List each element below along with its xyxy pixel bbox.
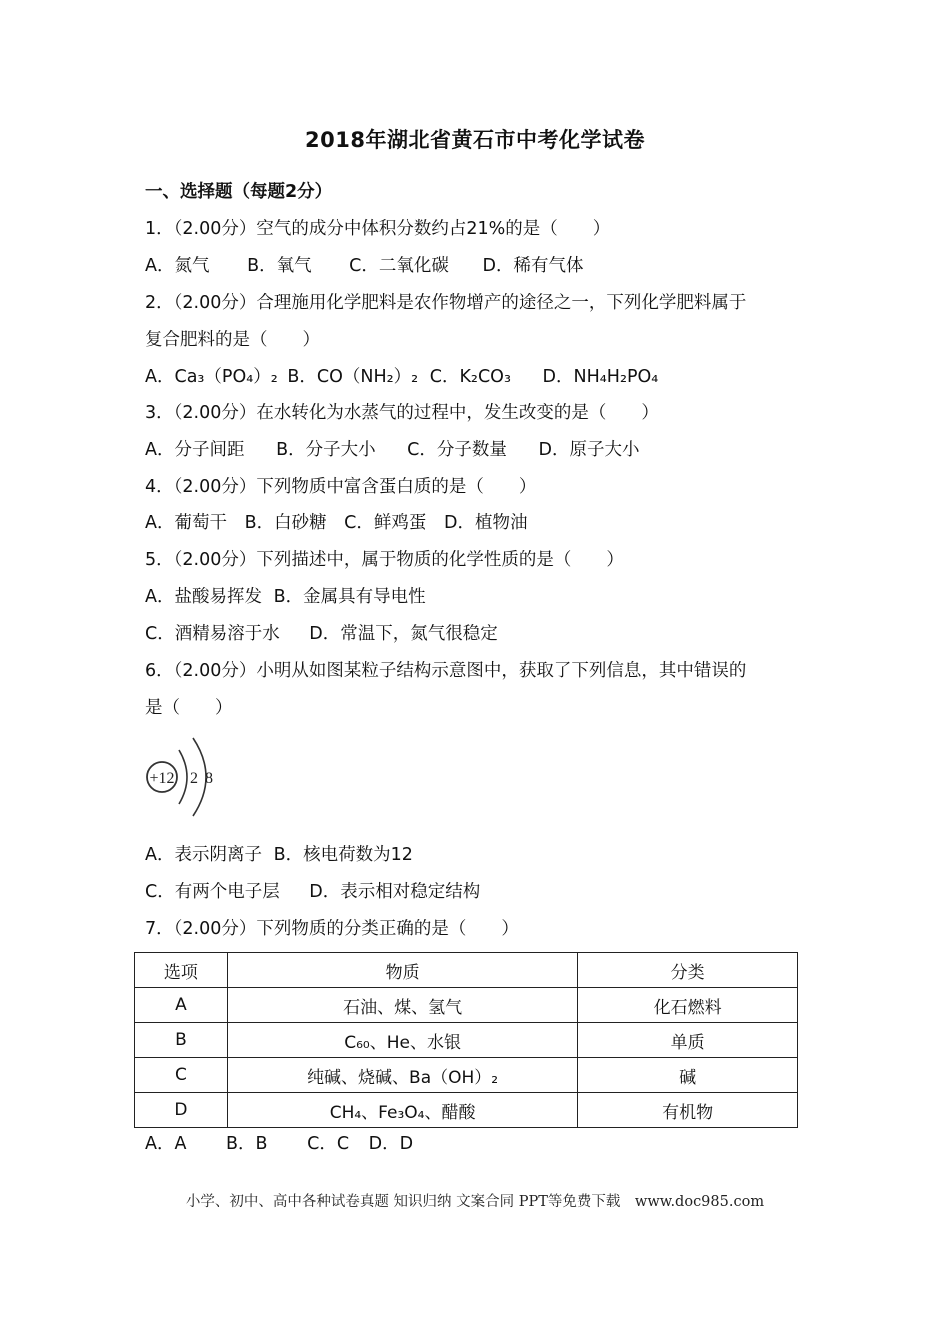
- q5-option-c: C．酒精易溶于水: [145, 624, 280, 644]
- table-cell: 纯碱、烧碱、Ba（OH）₂: [227, 1058, 577, 1093]
- q6-option-b: B．核电荷数为12: [273, 845, 413, 865]
- q5-option-d: D．常温下，氮气很稳定: [309, 624, 498, 644]
- question-4-stem: 4．（2.00分）下列物质中富含蛋白质的是（ ）: [145, 477, 537, 497]
- q1-option-b: B．氧气: [247, 256, 312, 276]
- question-3-stem: 3．（2.00分）在水转化为水蒸气的过程中，发生改变的是（ ）: [145, 403, 659, 423]
- table-cell: 石油、煤、氢气: [227, 988, 577, 1023]
- table-row: [135, 1093, 798, 1128]
- section-heading: 一、选择题（每题2分）: [145, 182, 333, 202]
- question-5-stem: 5．（2.00分）下列描述中，属于物质的化学性质的是（ ）: [145, 550, 624, 570]
- q3-option-c: C．分子数量: [407, 440, 507, 460]
- q7-option-c: C．C: [307, 1134, 350, 1154]
- question-4-options: [145, 511, 527, 535]
- question-6-options-line1: [145, 843, 413, 867]
- q2-option-b: B．CO（NH₂）₂: [287, 367, 419, 387]
- q7-option-b: B．B: [226, 1134, 268, 1154]
- q3-option-b: B．分子大小: [276, 440, 376, 460]
- q7-option-a: A．A: [145, 1134, 187, 1154]
- question-7-stem: 7．（2.00分）下列物质的分类正确的是（ ）: [145, 919, 519, 939]
- table-row: [135, 988, 798, 1023]
- q3-option-a: A．分子间距: [145, 440, 245, 460]
- question-6-stem-line1: 6．（2.00分）小明从如图某粒子结构示意图中，获取了下列信息，其中错误的: [145, 661, 747, 681]
- q3-option-d: D．原子大小: [538, 440, 640, 460]
- atom-structure-diagram: [143, 736, 233, 820]
- table-header-row: [135, 953, 798, 988]
- q4-option-d: D．植物油: [443, 513, 528, 533]
- table-cell: B: [135, 1023, 228, 1058]
- classification-table: [134, 952, 798, 1128]
- question-2-options: [145, 365, 658, 389]
- question-5-options-line1: [145, 585, 426, 609]
- question-2-stem-line1: 2．（2.00分）合理施用化学肥料是农作物增产的途径之一，下列化学肥料属于: [145, 293, 747, 313]
- q5-option-b: B．金属具有导电性: [273, 587, 426, 607]
- q2-option-d: D．NH₄H₂PO₄: [542, 367, 659, 387]
- q1-option-c: C．二氧化碳: [349, 256, 449, 276]
- q6-option-d: D．表示相对稳定结构: [309, 882, 481, 902]
- table-header-option: 选项: [135, 953, 228, 988]
- table-cell: C₆₀、He、水银: [227, 1023, 577, 1058]
- table-cell: CH₄、Fe₃O₄、醋酸: [227, 1093, 577, 1128]
- shell-2-electrons: 8: [205, 770, 213, 787]
- shell-1-electrons: 2: [190, 770, 198, 787]
- table-cell: A: [135, 988, 228, 1023]
- q5-option-a: A．盐酸易挥发: [145, 587, 262, 607]
- q6-option-c: C．有两个电子层: [145, 882, 280, 902]
- q2-option-c: C．K₂CO₃: [429, 367, 511, 387]
- nucleus-charge: +12: [149, 770, 175, 787]
- table-header-category: 分类: [578, 953, 798, 988]
- table-row: [135, 1058, 798, 1093]
- question-7-options: [145, 1132, 413, 1156]
- q4-option-a: A．葡萄干: [145, 513, 227, 533]
- table-cell: 化石燃料: [578, 988, 798, 1023]
- table-cell: 有机物: [578, 1093, 798, 1128]
- electron-shell-1: [179, 750, 187, 804]
- q1-option-a: A．氮气: [145, 256, 210, 276]
- table-cell: 碱: [578, 1058, 798, 1093]
- table-cell: 单质: [578, 1023, 798, 1058]
- table-row: [135, 1023, 798, 1058]
- question-3-options: [145, 438, 639, 462]
- question-1-options: [145, 254, 583, 278]
- q4-option-b: B．白砂糖: [244, 513, 327, 533]
- q6-option-a: A．表示阴离子: [145, 845, 262, 865]
- question-6-stem-line2: 是（ ）: [145, 698, 233, 718]
- footer-note: 小学、初中、高中各种试卷真题 知识归纳 文案合同 PPT等免费下载 www.doc985.com: [185, 1194, 765, 1210]
- q1-option-d: D．稀有气体: [482, 256, 584, 276]
- exam-title: 2018年湖北省黄石市中考化学试卷: [305, 128, 645, 152]
- q4-option-c: C．鲜鸡蛋: [344, 513, 427, 533]
- question-5-options-line2: [145, 622, 498, 646]
- q2-option-a: A．Ca₃（PO₄）₂: [145, 367, 278, 387]
- table-cell: D: [135, 1093, 228, 1128]
- table-cell: C: [135, 1058, 228, 1093]
- question-1-stem: 1．（2.00分）空气的成分中体积分数约占21%的是（ ）: [145, 219, 611, 239]
- question-2-stem-line2: 复合肥料的是（ ）: [145, 330, 320, 350]
- question-6-options-line2: [145, 880, 480, 904]
- table-header-substance: 物质: [227, 953, 577, 988]
- q7-option-d: D．D: [368, 1134, 414, 1154]
